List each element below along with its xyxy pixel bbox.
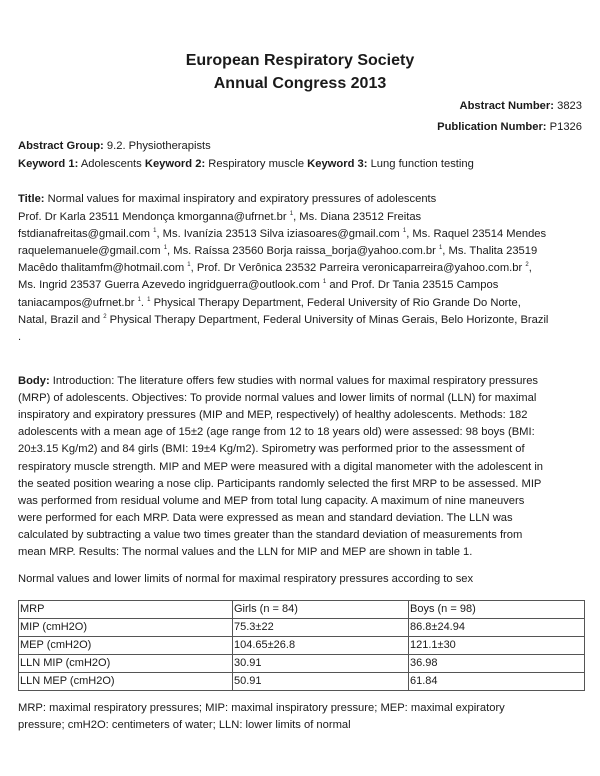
body-text: calculated by subtracting a value two times greater than the standard deviation of measurements from	[18, 528, 523, 541]
author-line	[18, 297, 521, 309]
abstract-number	[460, 100, 583, 112]
author-text: .	[140, 296, 148, 309]
body-line	[18, 546, 472, 558]
body-line	[18, 392, 536, 404]
body-line	[18, 512, 513, 524]
author-text: , Ms. Raquel 23514 Mendes	[406, 228, 547, 241]
body-text: was performed from residual volume and MEP from total lung capacity. A maximum of nine maneuvers	[18, 494, 525, 507]
author-line	[18, 331, 21, 343]
author-text: , Ms. Diana 23512 Freitas	[293, 211, 422, 223]
author-text: Physical Therapy Department, Federal University of Minas Gerais, Belo Horizonte, Brazil	[106, 313, 549, 326]
author-text: Prof. Dr Karla 23511 Mendonça kmorganna@ufrnet.br	[18, 211, 290, 223]
table-cell: MIP (cmH2O)	[19, 619, 233, 637]
title-label: Title:	[18, 193, 45, 205]
body-line	[18, 495, 524, 507]
table-cell: LLN MIP (cmH2O)	[19, 655, 233, 673]
keyword2-value: Respiratory muscle	[208, 158, 305, 170]
table-caption: Normal values and lower limits of normal for maximal respiratory pressures according to sex	[18, 573, 474, 585]
author-text: taniacampos@ufrnet.br	[18, 296, 138, 309]
keyword1-label: Keyword 1:	[18, 158, 79, 170]
author-text: raquelemanuele@gmail.com	[18, 245, 164, 258]
affiliation-marker: 1	[402, 228, 407, 235]
body-text: respiratory muscle strength. MIP and MEP were measured with a digital manometer with the adolescent in	[18, 460, 544, 473]
table-header-row	[19, 601, 585, 619]
table-header-cell: MRP	[19, 601, 233, 619]
abstract-group-label: Abstract Group:	[18, 140, 104, 152]
table-cell: 36.98	[409, 655, 585, 673]
author-line	[18, 314, 548, 326]
body-line	[18, 426, 535, 438]
table-footnote-line: MRP: maximal respiratory pressures; MIP: maximal inspiratory pressure; MEP: maximal expiratory	[18, 702, 505, 714]
abstract-number-label: Abstract Number:	[459, 100, 554, 112]
results-table	[18, 600, 585, 691]
keyword3-label: Keyword 3:	[307, 158, 368, 170]
table-row	[19, 655, 585, 673]
affiliation-marker: 1	[289, 211, 294, 217]
keywords	[18, 158, 474, 170]
keyword3-value: Lung function testing	[370, 158, 474, 170]
author-line	[18, 262, 532, 274]
body-text: Introduction: The literature offers few studies with normal values for maximal respiratory pressures	[49, 375, 539, 387]
body-line	[18, 478, 541, 490]
body-text: the seated position wearing a nose clip. Participants randomly selected the first MRP to be assessed. MIP	[18, 477, 542, 490]
table-header-cell: Girls (n = 84)	[233, 601, 409, 619]
author-line	[18, 245, 537, 257]
author-text: , Prof. Dr Verônica 23532 Parreira veronicaparreira@yahoo.com.br	[190, 262, 526, 275]
table-row	[19, 637, 585, 655]
author-text: Macêdo thalitamfm@hotmail.com	[18, 262, 188, 275]
conference-title: European Respiratory Society	[185, 52, 415, 69]
body-text: were performed for each MRP. Data were expressed as mean and standard deviation. The LLN was	[18, 511, 513, 524]
abstract-number-value: 3823	[557, 100, 582, 112]
body-line	[18, 529, 522, 541]
body-text: mean MRP. Results: The normal values and the LLN for MIP and MEP are shown in table 1.	[18, 546, 473, 558]
publication-number-label: Publication Number:	[437, 121, 547, 133]
table-cell: 75.3±22	[233, 619, 409, 637]
body-text: 20±3.15 Kg/m2) and 84 girls (BMI: 19±4 Kg/m2). Spirometry was performed prior to the assessment of	[18, 443, 525, 456]
conference-subtitle: Annual Congress 2013	[213, 75, 387, 92]
publication-number-value: P1326	[549, 121, 582, 133]
table-cell: MEP (cmH2O)	[19, 637, 233, 655]
affiliation-marker: 1	[187, 262, 191, 269]
author-text: .	[18, 330, 22, 343]
affiliation-marker: 1	[153, 228, 157, 235]
author-line	[18, 279, 498, 291]
author-line	[18, 211, 421, 223]
table-row	[19, 673, 585, 691]
author-text: , Ms. Ivanízia 23513 Silva iziasoares@gmail.com	[156, 228, 403, 241]
table-footnote-line: pressure; cmH2O: centimeters of water; LLN: lower limits of normal	[18, 719, 351, 731]
author-text: Ms. Ingrid 23537 Guerra Azevedo ingridguerra@outlook.com	[18, 279, 323, 292]
body-text: adolescents with a mean age of 15±2 (age range from 12 to 18 years old) were assessed: 98 boys (BMI:	[18, 426, 535, 439]
affiliation-marker: 2	[525, 262, 529, 269]
affiliation-marker: 2	[103, 313, 107, 320]
author-line	[18, 228, 546, 240]
author-text: ,	[528, 262, 532, 275]
affiliation-marker: 1	[137, 296, 141, 303]
body-text: inspiratory and expiratory pressures (MIP and MEP, respectively) of healthy adolescents. Methods: 182	[18, 409, 528, 422]
table-row	[19, 619, 585, 637]
table-cell: 61.84	[409, 673, 585, 691]
keyword1-value: Adolescents	[80, 158, 142, 170]
publication-number	[437, 121, 582, 133]
body-line	[18, 461, 543, 473]
author-text: and Prof. Dr Tania 23515 Campos	[326, 279, 499, 292]
author-text: Natal, Brazil and	[18, 313, 104, 326]
keyword2-label: Keyword 2:	[144, 158, 206, 170]
body-text: (MRP) of adolescents. Objectives: To provide normal values and lower limits of normal (LLN) for maximal	[18, 392, 537, 405]
affiliation-marker: 1	[438, 245, 443, 252]
abstract-title	[18, 193, 436, 205]
author-text: Physical Therapy Department, Federal University of Rio Grande Do Norte,	[150, 296, 521, 309]
table-cell: 50.91	[233, 673, 409, 691]
affiliation-marker: 1	[322, 279, 327, 286]
body-line	[18, 375, 538, 387]
table-cell: LLN MEP (cmH2O)	[19, 673, 233, 691]
body-line	[18, 409, 528, 421]
table-header-cell: Boys (n = 98)	[409, 601, 585, 619]
title-value: Normal values for maximal inspiratory and expiratory pressures of adolescents	[47, 193, 437, 205]
table-cell: 121.1±30	[409, 637, 585, 655]
author-text: , Ms. Thalita 23519	[442, 245, 538, 258]
table-cell: 30.91	[233, 655, 409, 673]
abstract-group	[18, 140, 211, 152]
table-cell: 104.65±26.8	[233, 637, 409, 655]
body-label: Body:	[18, 375, 50, 387]
body-line	[18, 443, 525, 455]
table-cell: 86.8±24.94	[409, 619, 585, 637]
abstract-group-value: 9.2. Physiotherapists	[106, 140, 211, 152]
author-text: fstdianafreitas@gmail.com	[18, 228, 154, 241]
affiliation-marker: 1	[147, 296, 151, 303]
affiliation-marker: 1	[163, 245, 168, 252]
author-text: , Ms. Raíssa 23560 Borja raissa_borja@yahoo.com.br	[167, 245, 439, 258]
